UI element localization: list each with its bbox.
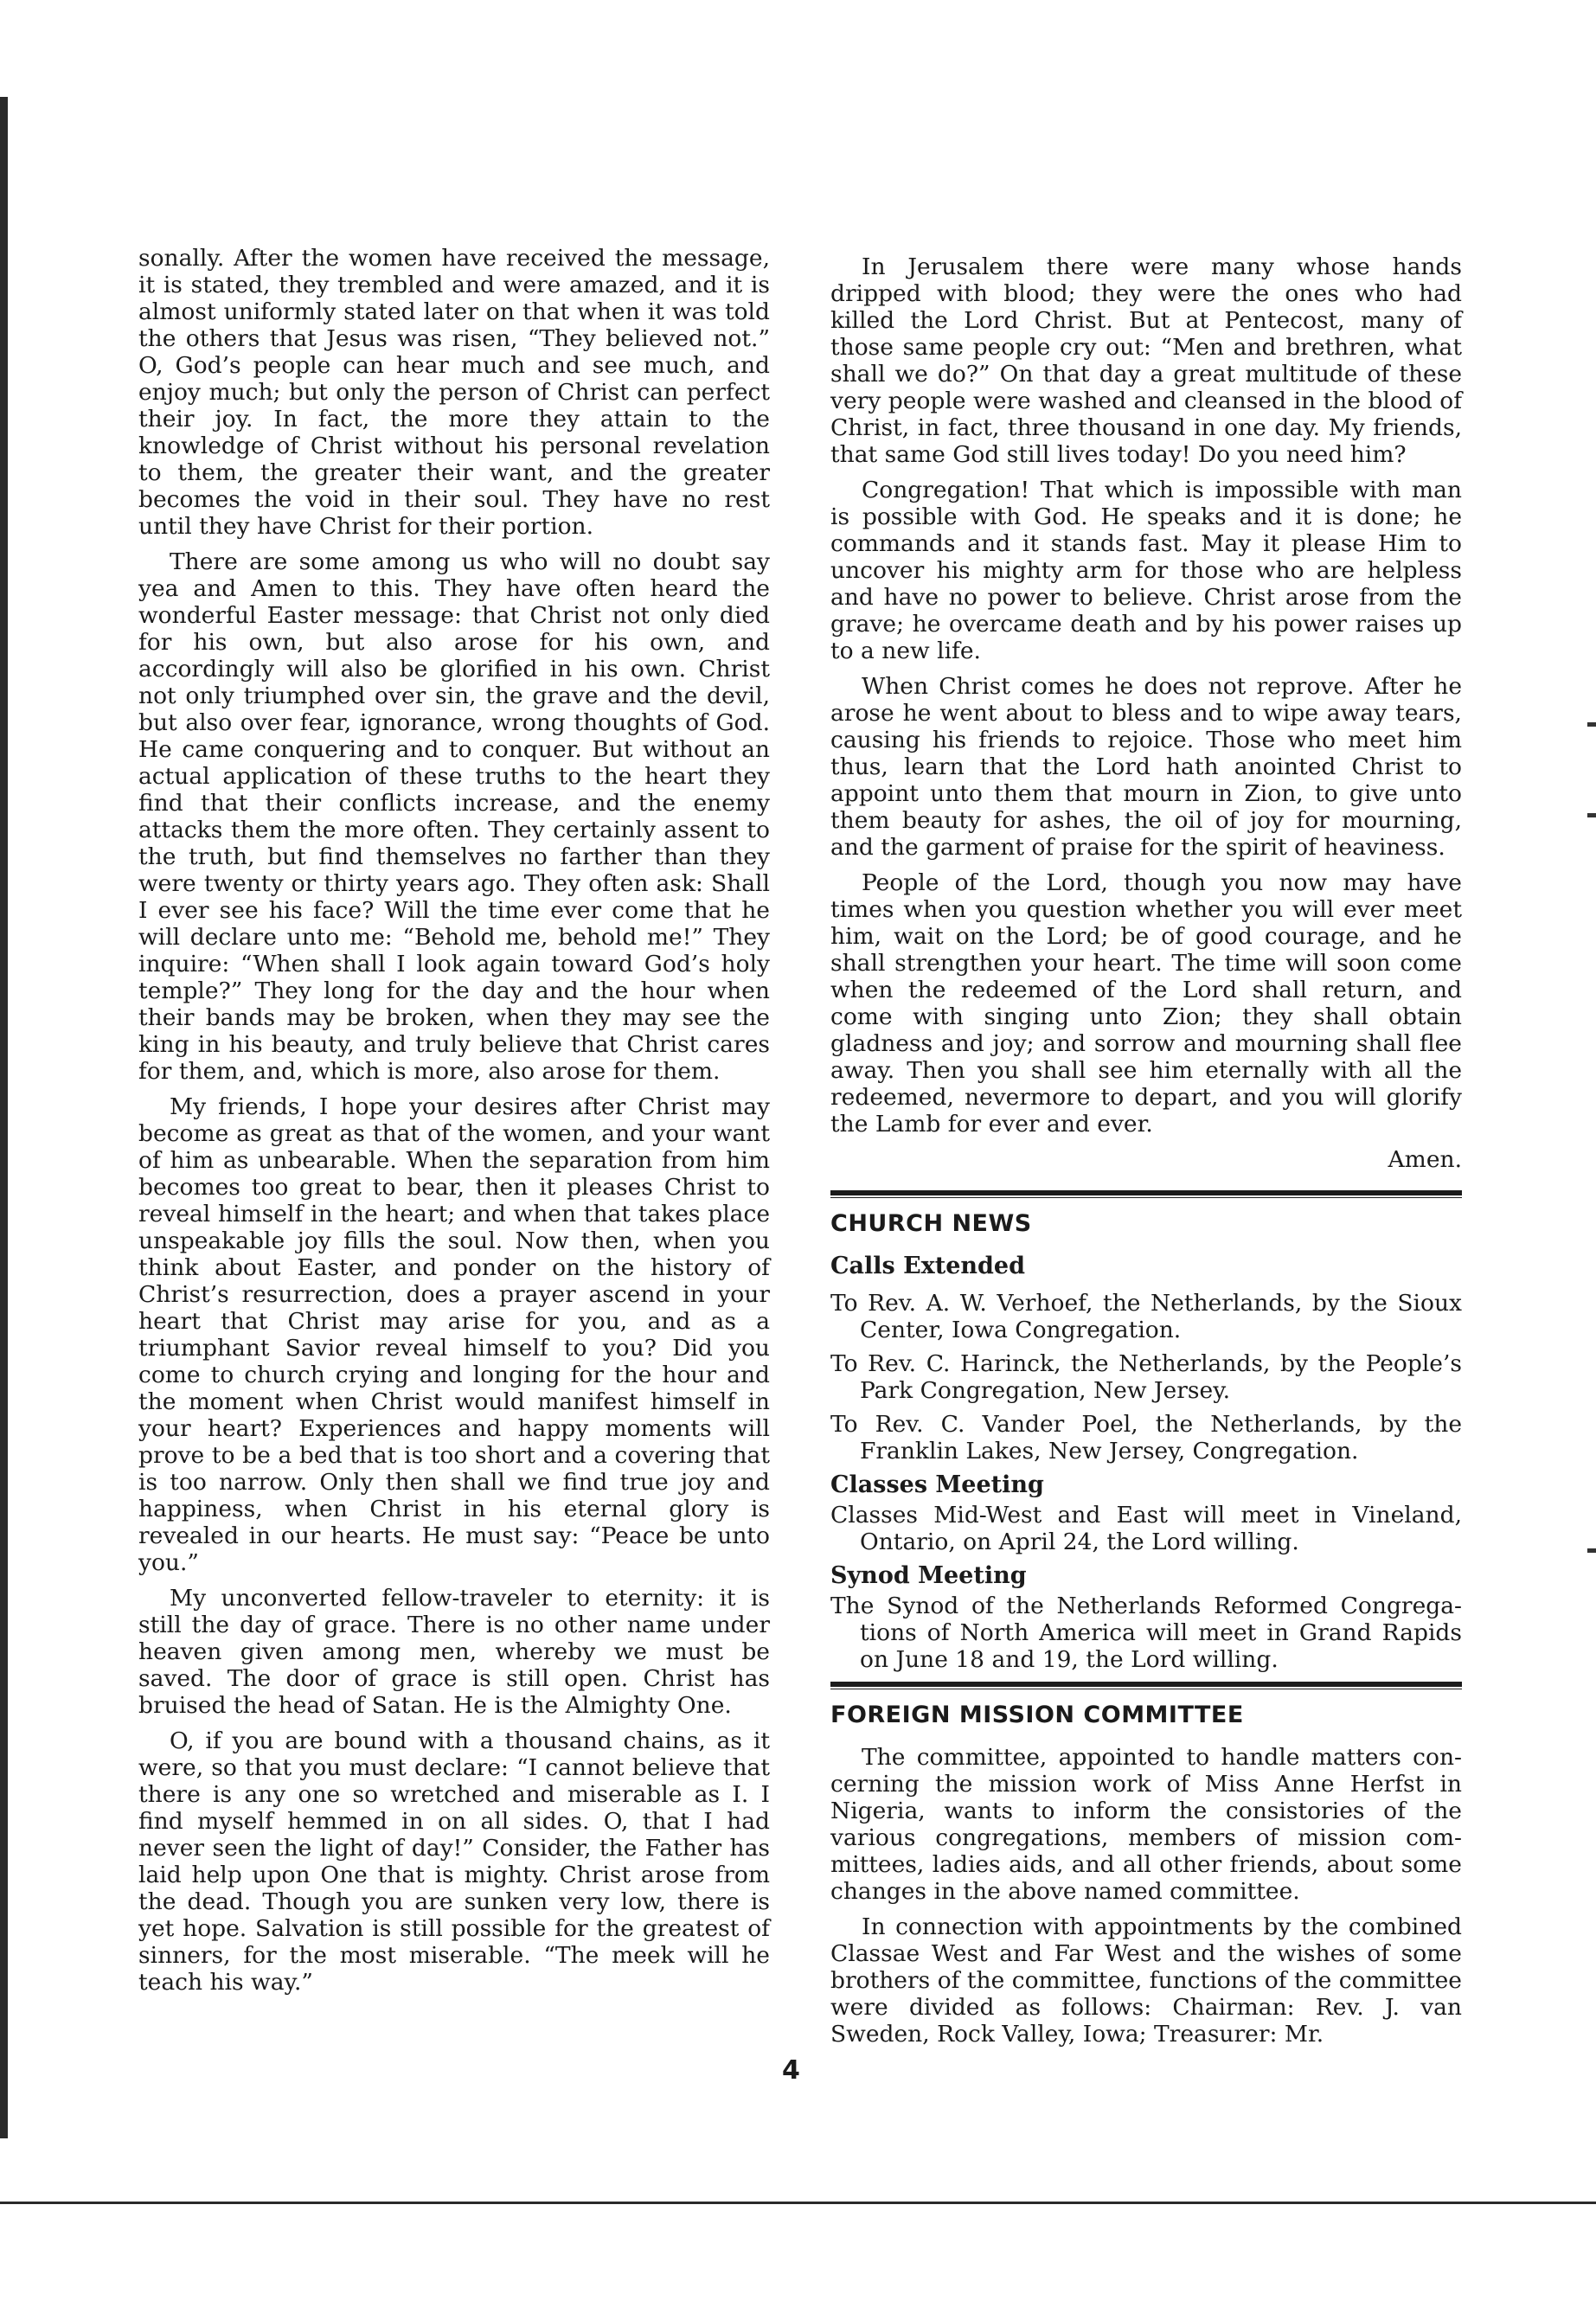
call-item: To Rev. C. Harinck, the Netherlands, by the People’s Park Congregation, New Jersey. xyxy=(830,1350,1462,1404)
left-paragraph-2: There are some among us who will no doubt say yea and Amen to this. They have often heard the wonderful Easter message: that Christ not only died for his own, but also arose for his own, and accordingly will also be glorified in his own. Christ not only triumphed over sin, the grave and the devil, but also over fear, ignorance, wrong thoughts of God. He came conquering and to conquer. But without an actual application of these truths to the heart they find that their conflicts increase, and the enemy attacks them the more often. They certainly assent to the truth, but find themselves no farther than they were twenty or thirty years ago. They often ask: Shall I ever see his face? Will the time ever come that he will declare unto me: “Behold me, behold me!” They inquire: “When shall I look again toward God’s holy temple?” They long for the day and the hour when their bands may be broken, when they may see the king in his beauty, and truly believe that Christ cares for them, and, which is more, also arose for them. xyxy=(138,548,770,1085)
foreign-mission-paragraph-1: The committee, appointed to handle matters concerning the mission work of Miss Anne Herfst in Nigeria, wants to inform the consistories of the various congregations, members of mission committees, ladies aids, and all other friends, about some changes in the above named committee. xyxy=(830,1744,1462,1905)
section-rule xyxy=(830,1190,1462,1198)
church-news-title: CHURCH NEWS xyxy=(830,1210,1032,1237)
call-item: To Rev. A. W. Verhoef, the Netherlands, by the Sioux Center, Iowa Congregation. xyxy=(830,1290,1462,1343)
amen-closing: Amen. xyxy=(1388,1146,1462,1173)
foreign-mission-title: FOREIGN MISSION COMMITTEE xyxy=(830,1702,1244,1728)
classes-meeting-heading: Classes Meeting xyxy=(830,1471,1044,1498)
scan-mark xyxy=(1587,813,1596,817)
synod-meeting-text: The Synod of the Netherlands Reformed Congregations of North America will meet in Grand Rapids on June 18 and 19, the Lord willing. xyxy=(830,1593,1462,1673)
scan-mark xyxy=(1587,722,1596,727)
section-rule xyxy=(830,1682,1462,1689)
right-paragraph-3: When Christ comes he does not reprove. After he arose he went about to bless and to wipe away tears, causing his friends to rejoice. Those who meet him thus, learn that the Lord hath anointed Christ to appoint unto them that mourn in Zion, to give unto them beauty for ashes, the oil of joy for mourning, and the garment of praise for the spirit of heaviness. xyxy=(830,673,1462,861)
right-paragraph-2: Congregation! That which is impossible with man is possible with God. He speaks and it is done; he commands and it stands fast. May it please Him to uncover his mighty arm for those who are helpless and have no power to believe. Christ arose from the grave; he overcame death and by his power raises up to a new life. xyxy=(830,477,1462,664)
synod-meeting-heading: Synod Meeting xyxy=(830,1562,1027,1589)
left-column xyxy=(138,245,770,2004)
left-paragraph-1: sonally. After the women have received the message, it is stated, they trembled and were amazed, and it is almost uniformly stated later on that when it was told the others that Jesus was risen, “They believed not.” O, God’s people can hear much and see much, and enjoy much; but only the person of Christ can perfect their joy. In fact, the more they attain to the knowledge of Christ without his personal revelation to them, the greater their want, and the greater becomes the void in their soul. They have no rest until they have Christ for their portion. xyxy=(138,245,770,540)
scan-edge-bottom xyxy=(0,2202,1596,2204)
right-paragraph-1: In Jerusalem there were many whose hands dripped with blood; they were the ones who had killed the Lord Christ. But at Pentecost, many of those same people cry out: “Men and brethren, what shall we do?” On that day a great multitude of these very people were washed and cleansed in the blood of Christ, in fact, three thousand in one day. My friends, that same God still lives today! Do you need him? xyxy=(830,253,1462,468)
classes-meeting-text: Classes Mid-West and East will meet in Vineland, Ontario, on April 24, the Lord willing. xyxy=(830,1502,1462,1555)
foreign-mission-paragraph-2: In connection with appointments by the combined Classae West and Far West and the wishes of some brothers of the committee, functions of the committee were divided as follows: Chairman: Rev. J. van Sweden, Rock Valley, Iowa; Treasurer: Mr. xyxy=(830,1913,1462,2048)
page-number: 4 xyxy=(782,2055,800,2086)
scan-edge-left xyxy=(0,97,8,2138)
call-item: To Rev. C. Vander Poel, the Netherlands, by the Franklin Lakes, New Jersey, Congregation. xyxy=(830,1411,1462,1465)
scan-mark xyxy=(1587,1548,1596,1553)
right-column xyxy=(830,253,1462,2056)
left-paragraph-3: My friends, I hope your desires after Christ may become as great as that of the women, and your want of him as unbearable. When the separation from him becomes too great to bear, then it pleases Christ to reveal himself in the heart; and when that takes place unspeakable joy fills the soul. Now then, when you think about Easter, and ponder on the history of Christ’s resurrection, does a prayer ascend in your heart that Christ may arise for you, and as a triumphant Savior reveal himself to you? Did you come to church crying and longing for the hour and the moment when Christ would manifest himself in your heart? Experiences and happy moments will prove to be a bed that is too short and a covering that is too narrow. Only then shall we find true joy and happiness, when Christ in his eternal glory is revealed in our hearts. He must say: “Peace be unto you.” xyxy=(138,1093,770,1576)
left-paragraph-5: O, if you are bound with a thousand chains, as it were, so that you must declare: “I cannot believe that there is any one so wretched and miserable as I. I find myself hemmed in on all sides. O, that I had never seen the light of day!” Consider, the Father has laid help upon One that is mighty. Christ arose from the dead. Though you are sunken very low, there is yet hope. Salvation is still possible for the greatest of sinners, for the most miserable. “The meek will he teach his way.” xyxy=(138,1727,770,1996)
right-paragraph-4: People of the Lord, though you now may have times when you question whether you will ever meet him, wait on the Lord; be of good courage, and he shall strengthen your heart. The time will soon come when the redeemed of the Lord shall return, and come with singing unto Zion; they shall obtain gladness and joy; and sorrow and mourning shall flee away. Then you shall see him eternally with all the redeemed, nevermore to depart, and you will glorify the Lamb for ever and ever. xyxy=(830,869,1462,1138)
calls-extended-heading: Calls Extended xyxy=(830,1253,1025,1279)
left-paragraph-4: My unconverted fellow-traveler to eternity: it is still the day of grace. There is no other name under heaven given among men, whereby we must be saved. The door of grace is still open. Christ has bruised the head of Satan. He is the Almighty One. xyxy=(138,1585,770,1719)
